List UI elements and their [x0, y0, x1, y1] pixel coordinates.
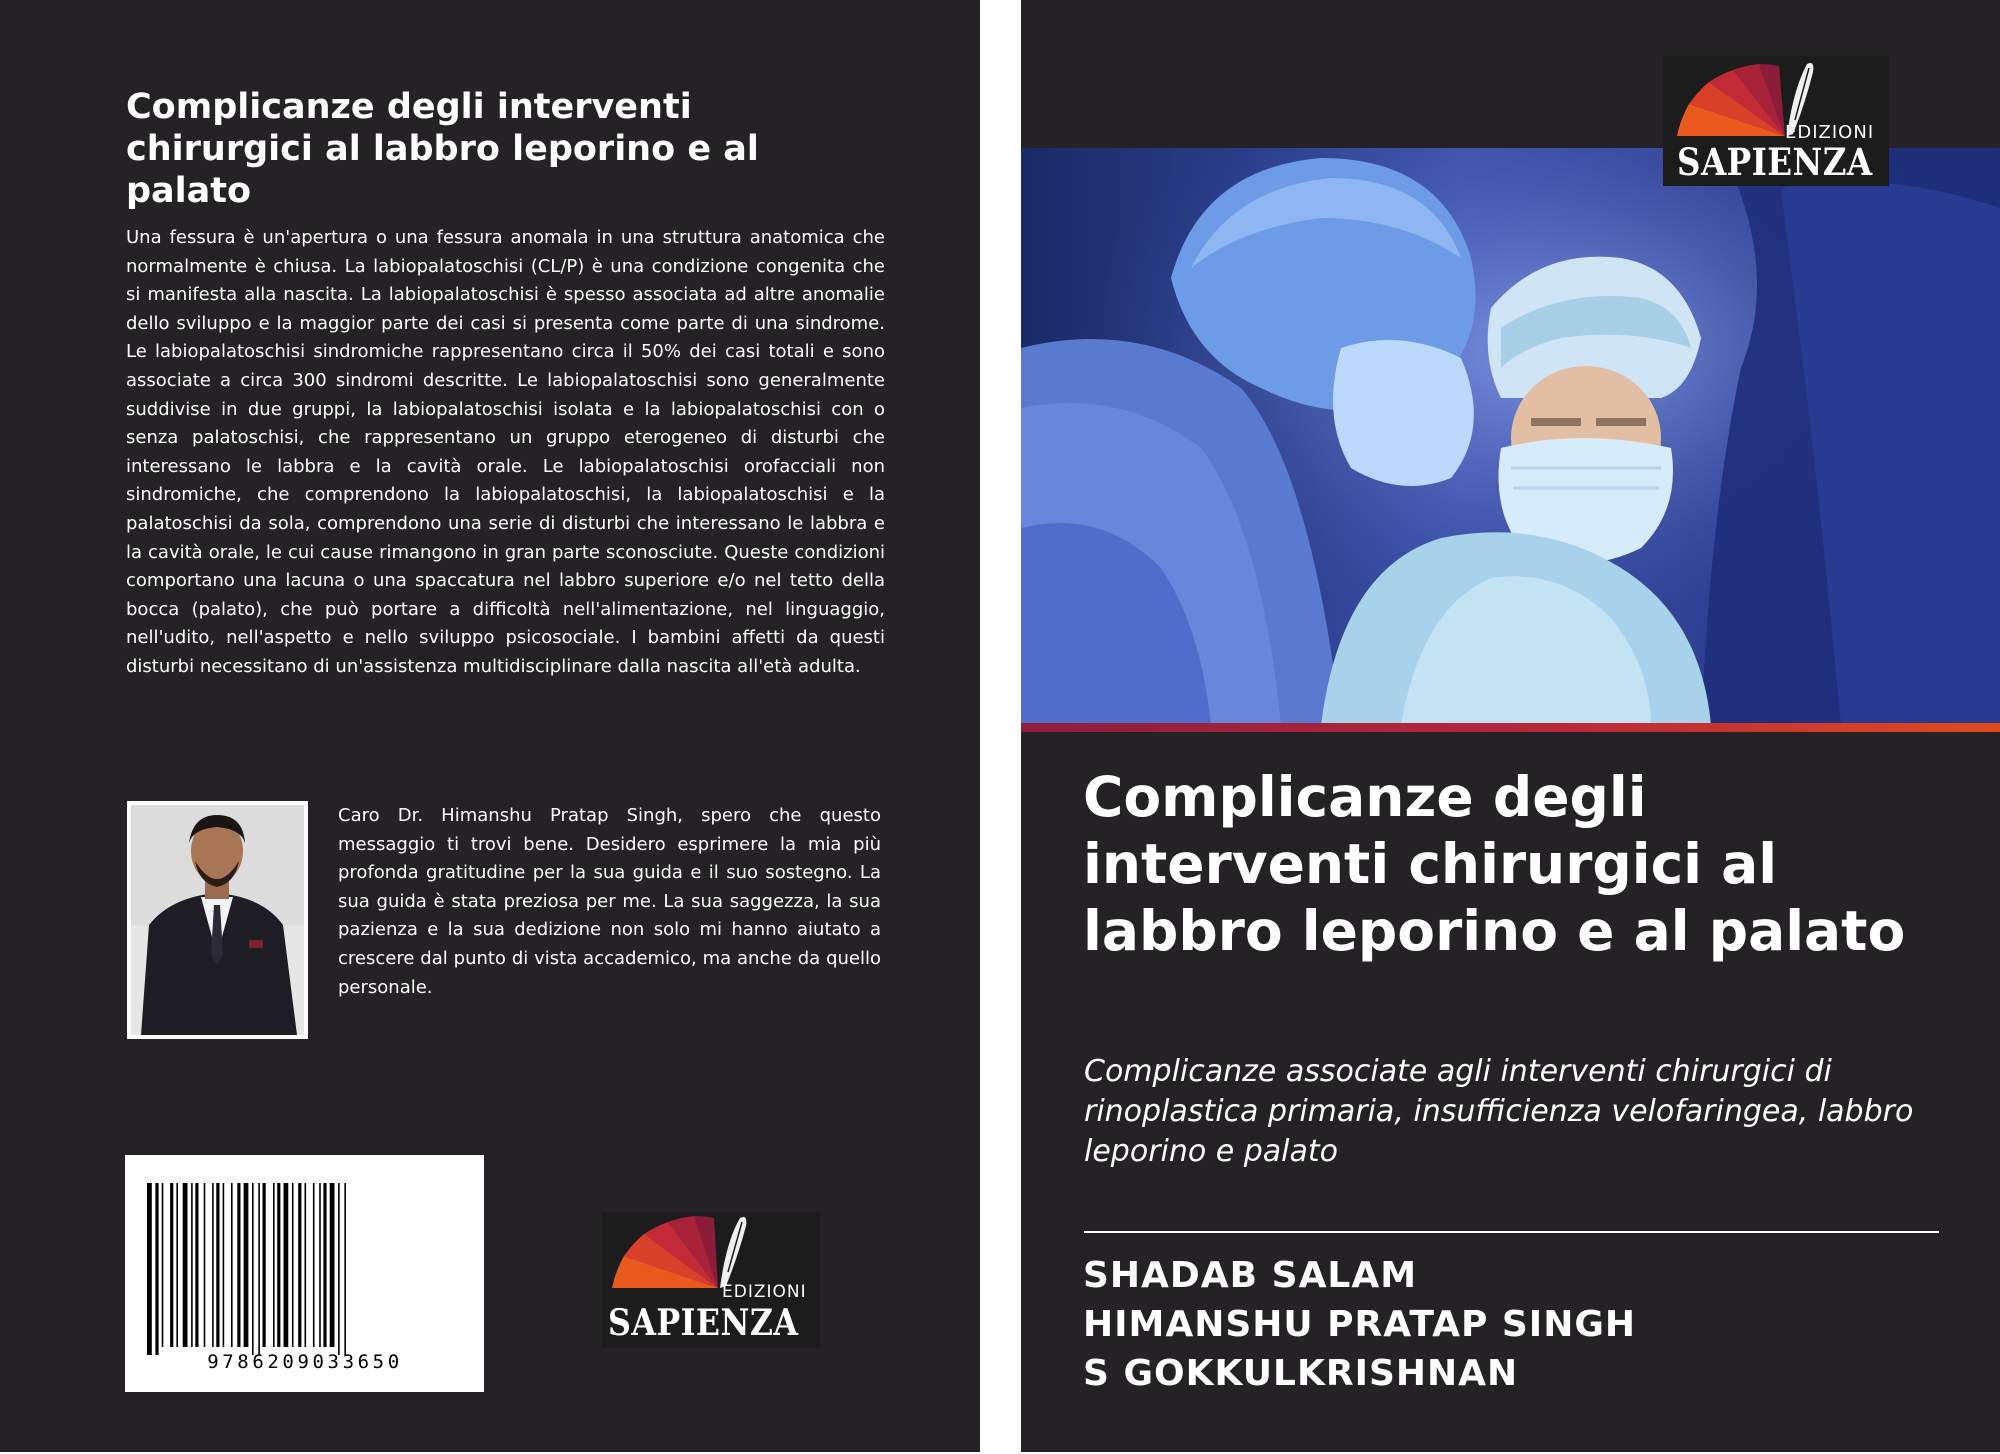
barcode-bar: [344, 1183, 346, 1355]
barcode-bar: [231, 1183, 233, 1347]
back-cover-blurb: Una fessura è un'apertura o una fessura anomala in una struttura anatomica che normalmente è chiusa. La labiopalatoschisi (CL/P) è una condizione congenita che si manifesta alla nascita. La labiopalatoschisi è spesso associata ad altre anomalie dello sviluppo e la maggior parte dei casi si presenta come parte di una sindrome. Le labiopalatoschisi sindromiche rappresentano circa il 50% dei casi totali e sono associate a circa 300 sindromi descritte. Le labiopalatoschisi sono generalmente suddivise in due gruppi, la labiopalatoschisi isolata e la labiopalatoschisi con o senza palatoschisi, che rappresentano un gruppo eterogeneo di disturbi che interessano le labbra e la cavità orale. Le labiopalatoschisi orofacciali non sindromiche, che comprendono la labiopalatoschisi, la labiopalatoschisi e la palatoschisi da sola, comprendono una serie di disturbi che interessano le labbra e la cavità orale, le cui cause rimangono in gran parte sconosciute. Queste condizioni comportano una lacuna o una spaccatura nel labbro superiore e/o nel tetto della bocca (palato), che può portare a difficoltà nell'alimentazione, nel linguaggio, nell'udito, nell'aspetto e nello sviluppo psicosociale. I bambini affetti da questi disturbi necessitano di un'assistenza multidisciplinare dalla nascita all'età adulta.: [126, 227, 885, 677]
barcode-bar: [330, 1183, 335, 1347]
logo-back-small-text: EDIZIONI: [722, 1282, 807, 1302]
barcode-bar: [323, 1183, 326, 1347]
barcode-bar: [162, 1183, 164, 1347]
barcode-bar: [292, 1183, 294, 1347]
front-cover: [1021, 0, 2000, 1452]
barcode-bar: [195, 1183, 198, 1347]
cover-photo-surgeons: [1021, 148, 2000, 725]
barcode-bar: [305, 1183, 307, 1347]
isbn-digits: 9786209033650: [207, 1351, 403, 1373]
barcode-bar: [277, 1183, 280, 1347]
barcode-bar: [244, 1183, 249, 1347]
author-photo: [127, 801, 308, 1039]
barcode-bar: [284, 1183, 289, 1347]
back-cover-title: Complicanze degli interventi chirurgici al labbro leporino e al palato: [126, 87, 759, 211]
publisher-logo-back: [602, 1212, 820, 1348]
barcode-bar: [147, 1183, 152, 1355]
barcode-bar: [313, 1183, 315, 1347]
barcode-bar: [252, 1183, 254, 1355]
isbn-barcode: [125, 1155, 484, 1392]
front-cover-title: Complicanze degli interventi chirurgici al labbro leporino e al palato: [1083, 765, 1906, 963]
logo-back-big-text: SAPIENZA: [608, 1302, 799, 1344]
barcode-bar: [258, 1183, 260, 1355]
publisher-logo-front: [1663, 56, 1889, 186]
back-cover: [0, 0, 980, 1452]
barcode-bar: [183, 1183, 188, 1347]
barcode-bar: [298, 1183, 301, 1347]
author-list: [1083, 1251, 1963, 1398]
barcode-bar: [204, 1183, 206, 1347]
front-cover-subtitle: Complicanze associate agli interventi chirurgici di rinoplastica primaria, insufficienza velofaringea, labbro leporino e palato: [1084, 1054, 1914, 1169]
logo-front-big-text: SAPIENZA: [1677, 140, 1873, 184]
barcode-bar: [273, 1183, 275, 1347]
dedication-text: Caro Dr. Himanshu Pratap Singh, spero che questo messaggio ti trovi bene. Desidero esprimere la mia più profonda gratitudine per la sua guida e il suo sostegno. La sua guida è stata preziosa per me. La sua saggezza, la sua pazienza e la sua dedizione non solo mi hanno aiutato a crescere dal punto di vista accademico, ma anche da quello personale.: [338, 805, 881, 998]
barcode-bar: [212, 1183, 214, 1347]
barcode-bar: [170, 1183, 173, 1347]
barcode-bar: [223, 1183, 225, 1347]
barcode-bar: [176, 1183, 178, 1347]
logo-front-small-text: EDIZIONI: [1785, 122, 1875, 143]
author-name: SHADAB SALAM: [1083, 1255, 1418, 1296]
barcode-bar: [319, 1183, 321, 1347]
barcode-bar: [237, 1183, 240, 1347]
barcode-bar: [263, 1183, 266, 1347]
divider-rule: [1084, 1231, 1939, 1233]
author-name: S GOKKULKRISHNAN: [1083, 1353, 1519, 1394]
barcode-bar: [216, 1183, 219, 1347]
accent-bar: [1021, 723, 2000, 732]
barcode-bar: [191, 1183, 193, 1347]
barcode-bar: [338, 1183, 340, 1355]
barcode-bar: [155, 1183, 158, 1355]
author-name: HIMANSHU PRATAP SINGH: [1083, 1304, 1637, 1345]
